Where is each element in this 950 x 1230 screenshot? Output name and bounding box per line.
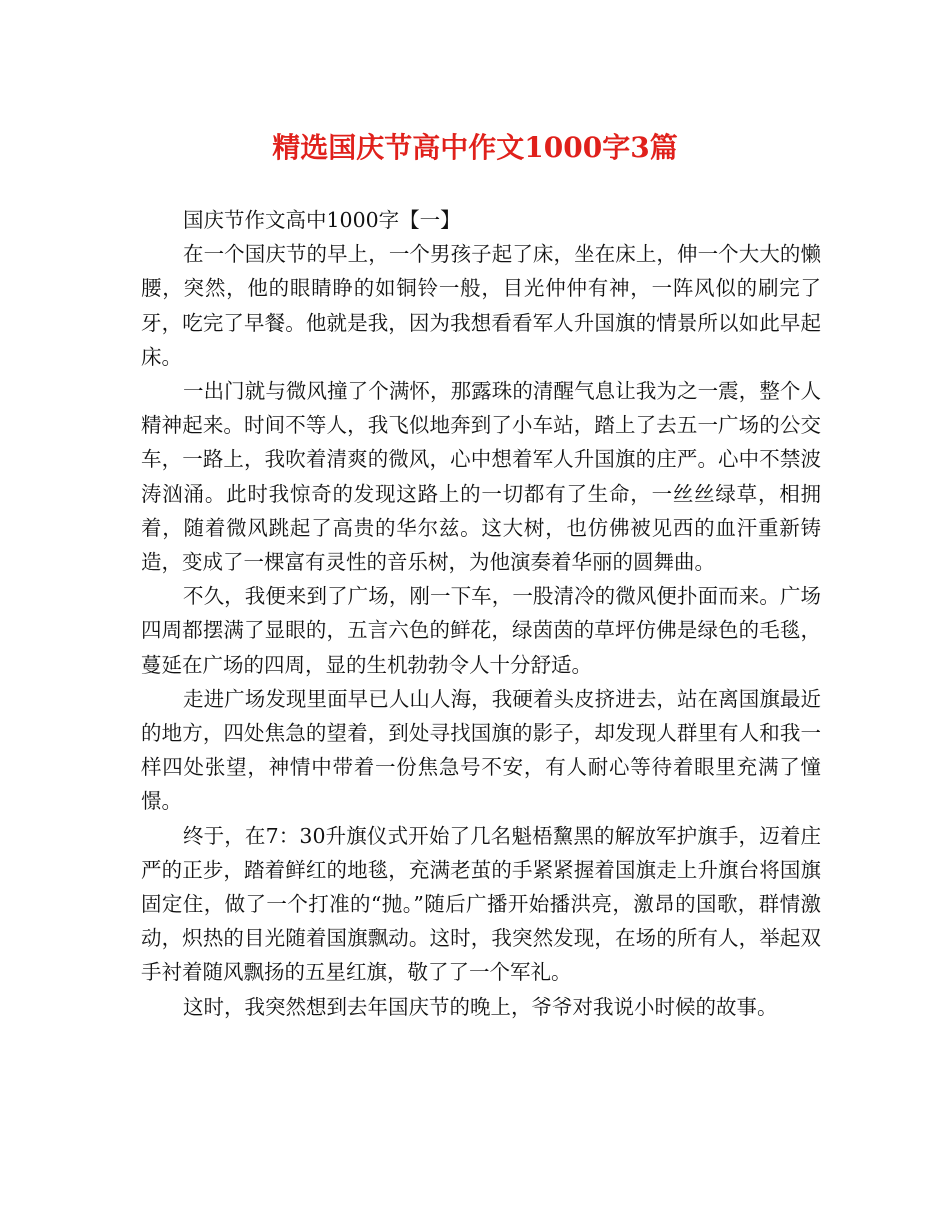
paragraph-5: 终于，在7：30升旗仪式开始了几名魁梧黧黑的解放军护旗手，迈着庄严的正步，踏着鲜红的地毯，充满老茧的手紧紧握着国旗走上升旗台将国旗固定住，做了一个打准的“抛。”随后广播开始播洪亮，激昂的国歌，群情激动，炽热的目光随着国旗飘动。这时，我突然发现，在场的所有人，举起双手衬着随风飘扬的五星红旗，敬了了一个军礼。 — [141, 823, 821, 985]
section-heading: 国庆节作文高中1000字【一】 — [183, 208, 461, 232]
document-title: 精选国庆节高中作文1000字3篇 — [272, 131, 678, 164]
paragraph-2: 一出门就与微风撞了个满怀，那露珠的清醒气息让我为之一震，整个人精神起来。时间不等人，我飞似地奔到了小车站，踏上了去五一广场的公交车，一路上，我吹着清爽的微风，心中想着军人升国旗的庄严。心中不禁波涛汹涌。此时我惊奇的发现这路上的一切都有了生命，一丝丝绿草，相拥着，随着微风跳起了高贵的华尔兹。这大树，也仿佛被见西的血汗重新铸造，变成了一棵富有灵性的音乐树，为他演奏着华丽的圆舞曲。 — [141, 379, 821, 575]
paragraph-4: 走进广场发现里面早已人山人海，我硬着头皮挤进去，站在离国旗最近的地方，四处焦急的望着，到处寻找国旗的影子，却发现人群里有人和我一样四处张望，神情中带着一份焦急号不安，有人耐心等待着眼里充满了憧憬。 — [141, 686, 821, 814]
document-body — [141, 203, 821, 1024]
paragraph-3: 不久，我便来到了广场，刚一下车，一股清冷的微风便扑面而来。广场四周都摆满了显眼的，五言六色的鲜花，绿茵茵的草坪仿佛是绿色的毛毯，蔓延在广场的四周，显的生机勃勃令人十分舒适。 — [141, 584, 821, 677]
paragraph-6: 这时，我突然想到去年国庆节的晚上，爷爷对我说小时候的故事。 — [183, 994, 778, 1019]
paragraph-1: 在一个国庆节的早上，一个男孩子起了床，坐在床上，伸一个大大的懒腰，突然，他的眼睛睁的如铜铃一般，目光仲仲有神，一阵风似的刷完了牙，吃完了早餐。他就是我，因为我想看看军人升国旗的情景所以如此早起床。 — [141, 242, 821, 369]
